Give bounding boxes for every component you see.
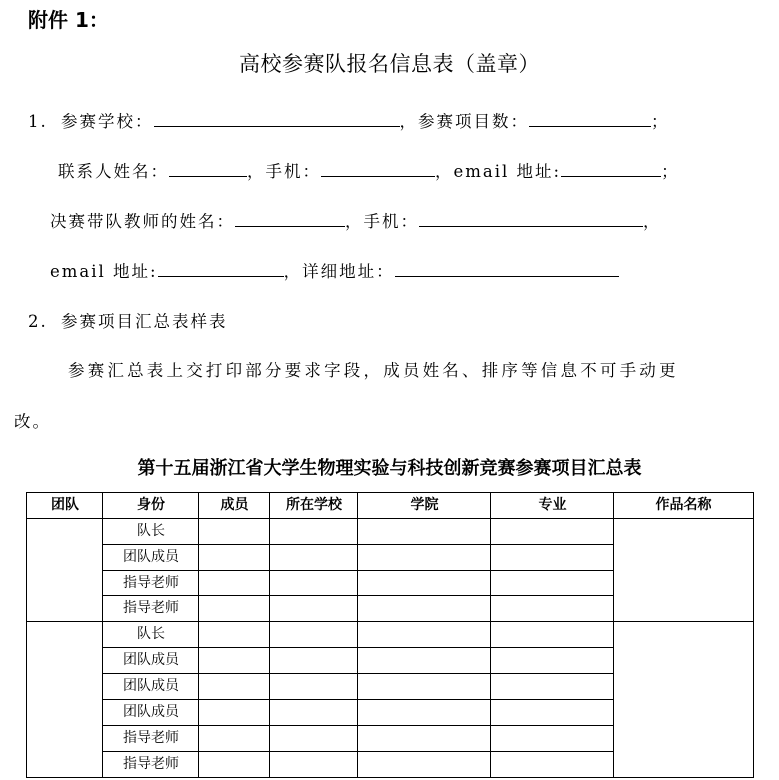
contact-phone-label: ，手机： xyxy=(247,162,321,181)
contact-line xyxy=(58,158,680,182)
project-count-label: ，参赛项目数： xyxy=(399,112,529,131)
table-title: 第十五届浙江省大学生物理实验与科技创新竞赛参赛项目汇总表 xyxy=(137,458,642,479)
role-cell: 团队成员 xyxy=(123,704,179,720)
role-cell: 指导老师 xyxy=(123,600,179,616)
col-divider xyxy=(269,493,270,777)
contact-name-label: 联系人姓名： xyxy=(58,162,169,181)
header-team: 团队 xyxy=(51,497,79,513)
header-role: 身份 xyxy=(137,497,165,513)
role-cell: 团队成员 xyxy=(123,652,179,668)
line1-end: ； xyxy=(651,112,670,131)
teacher-email-input[interactable] xyxy=(158,260,284,277)
teacher-email-label: email 地址: xyxy=(50,262,158,281)
summary-table xyxy=(26,492,754,778)
section2-heading: 参赛项目汇总表样表 xyxy=(61,312,228,331)
header-member: 成员 xyxy=(220,497,249,513)
teacher-phone-input[interactable] xyxy=(419,210,643,227)
contact-phone-input[interactable] xyxy=(321,160,435,177)
role-cell: 指导老师 xyxy=(123,756,179,772)
role-cell: 团队成员 xyxy=(123,678,179,694)
section2-number: 2. xyxy=(28,312,48,331)
role-cell: 队长 xyxy=(137,626,165,642)
header-school: 所在学校 xyxy=(286,497,342,513)
role-cell: 指导老师 xyxy=(123,575,179,591)
col-divider xyxy=(490,493,491,777)
role-cell: 队长 xyxy=(137,523,165,539)
contact-email-input[interactable] xyxy=(561,160,661,177)
section1-number: 1. xyxy=(28,112,48,131)
teacher-name-input[interactable] xyxy=(235,210,345,227)
teacher-name-label: 决赛带队教师的姓名： xyxy=(50,212,235,231)
attachment-label: 附件 1： xyxy=(28,8,109,32)
project-count-input[interactable] xyxy=(529,110,651,127)
role-cell: 团队成员 xyxy=(123,549,179,565)
contact-name-input[interactable] xyxy=(169,160,247,177)
school-input[interactable] xyxy=(154,110,400,127)
address-label: ，详细地址： xyxy=(283,262,395,281)
line3-end: ， xyxy=(643,212,662,231)
section2-paragraph-line1: 参赛汇总表上交打印部分要求字段，成员姓名、排序等信息不可手动更 xyxy=(68,361,679,380)
school-line xyxy=(28,108,670,132)
line2-end: ； xyxy=(661,162,680,181)
form-title: 高校参赛队报名信息表（盖章） xyxy=(239,52,540,76)
teacher-address-line xyxy=(50,258,619,282)
address-input[interactable] xyxy=(395,260,619,277)
col-divider xyxy=(613,493,614,777)
header-work-name: 作品名称 xyxy=(655,497,712,513)
school-label: 参赛学校： xyxy=(61,112,154,131)
col-divider xyxy=(357,493,358,777)
header-college: 学院 xyxy=(410,497,439,513)
teacher-line xyxy=(50,208,662,232)
teacher-phone-label: ，手机： xyxy=(345,212,419,231)
header-major: 专业 xyxy=(538,497,567,513)
role-cell: 指导老师 xyxy=(123,730,179,746)
section2-paragraph-line2: 改。 xyxy=(14,412,51,431)
contact-email-label: ，email 地址: xyxy=(435,162,562,181)
section2-heading-line xyxy=(28,308,228,332)
